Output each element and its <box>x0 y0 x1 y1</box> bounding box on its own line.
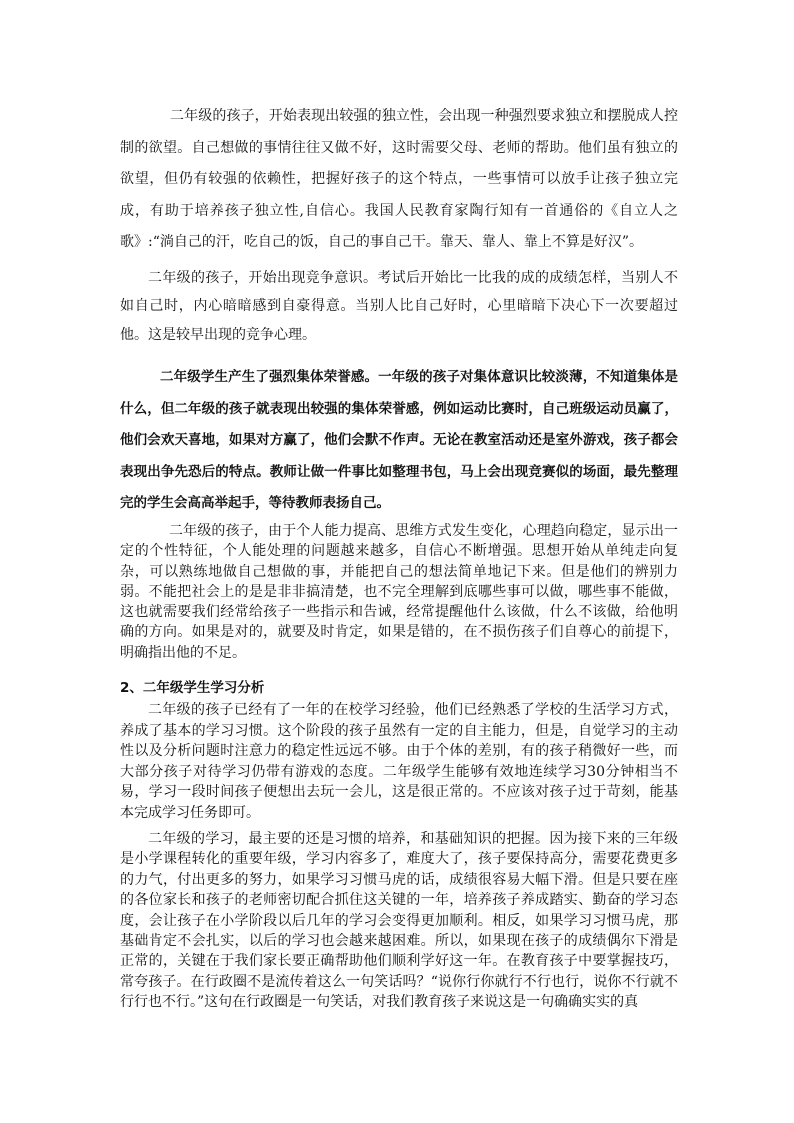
paragraph-learning-analysis: 二年级的孩子已经有了一年的在校学习经验，他们已经熟悉了学校的生活学习方式，养成了基本的学习习惯。这个阶段的孩子虽然有一定的自主能力，但是，自觉学习的主动性以及分析问题时注意力的稳定性远远不够。由于个体的差别，有的孩子稍微好一些，而大部分孩子对待学习仍带有游戏的态度。二年级学生能够有效地连续学习30分钟相当不易，学习一段时间孩子便想出去玩一会儿，这是很正常的。不应该对孩子过于苛刻，能基本完成学习任务即可。 <box>120 702 678 821</box>
paragraph-personality: 二年级的孩子，由于个人能力提高、思维方式发生变化，心理趋向稳定，显示出一定的个性特征，个人能处理的问题越来越多，自信心不断增强。思想开始从单纯走向复杂，可以熟练地做自己想做的事，并能把自己的想法简单地记下来。但是他们的辨别力弱。不能把社会上的是是非非搞清楚，也不完全理解到底哪些事可以做，哪些事不能做，这也就需要我们经常给孩子一些指示和告诫，经常提醒他什么该做，什么不该做，给他明确的方向。如果是对的，就要及时肯定，如果是错的，在不损伤孩子们自尊心的前提下，明确指出他的不足。 <box>120 523 678 661</box>
paragraph-learning-habits: 二年级的学习，最主要的还是习惯的培养，和基础知识的把握。因为接下来的三年级是小学课程转化的重要年级，学习内容多了，难度大了，孩子要保持高分，需要花费更多的力气，付出更多的努力，如果学习习惯马虎的话，成绩很容易大幅下滑。但是只要在座的各位家长和孩子的老师密切配合抓住这关键的一年，培养孩子养成踏实、勤奋的学习态度，会让孩子在小学阶段以后几年的学习会变得更加顺利。相反，如果学习习惯马虎，那基础肯定不会扎实，以后的学习也会越来越困难。所以，如果现在孩子的成绩偶尔下滑是正常的，关键在于我们家长要正确帮助他们顺利学好这一年。在教育孩子中要掌握技巧，常夸孩子。在行政圈不是流传着这么一句笑话吗？“说你行你就行不行也行，说你不行就不行行也不行。”这句在行政圈是一句笑话，对我们教育孩子来说这是一句确确实实的真 <box>120 831 678 1011</box>
section-heading: 2、二年级学生学习分析 <box>120 680 265 696</box>
paragraph-collective-honor: 二年级学生产生了强烈集体荣誉感。一年级的孩子对集体意识比较淡薄，不知道集体是什么，但二年级的孩子就表现出较强的集体荣誉感，例如运动比赛时，自己班级运动员赢了，他们会欢天喜地，如果对方赢了，他们会默不作声。无论在教室活动还是室外游戏，孩子都会表现出争先恐后的特点。教师让做一件事比如整理书包，马上会出现竞赛似的场面，最先整理完的学生会高高举起手，等待教师表扬自己。 <box>120 369 678 512</box>
paragraph-independence: 二年级的孩子，开始表现出较强的独立性，会出现一种强烈要求独立和摆脱成人控制的欲望。自己想做的事情往往又做不好，这时需要父母、老师的帮助。他们虽有独立的欲望，但仍有较强的依赖性，把握好孩子的这个特点，一些事情可以放手让孩子独立完成，有助于培养孩子独立性,自信心。我国人民教育家陶行知有一首通俗的《自立人之歌》:“淌自己的汗，吃自己的饭，自己的事自己干。靠天、靠人、靠上不算是好汉”。 <box>120 108 678 251</box>
paragraph-competition: 二年级的孩子，开始出现竞争意识。考试后开始比一比我的成的成绩怎样，当别人不如自己时，内心暗暗感到自豪得意。当别人比自己好时，心里暗暗下决心下一次要超过他。这是较早出现的竞争心理。 <box>120 270 678 343</box>
